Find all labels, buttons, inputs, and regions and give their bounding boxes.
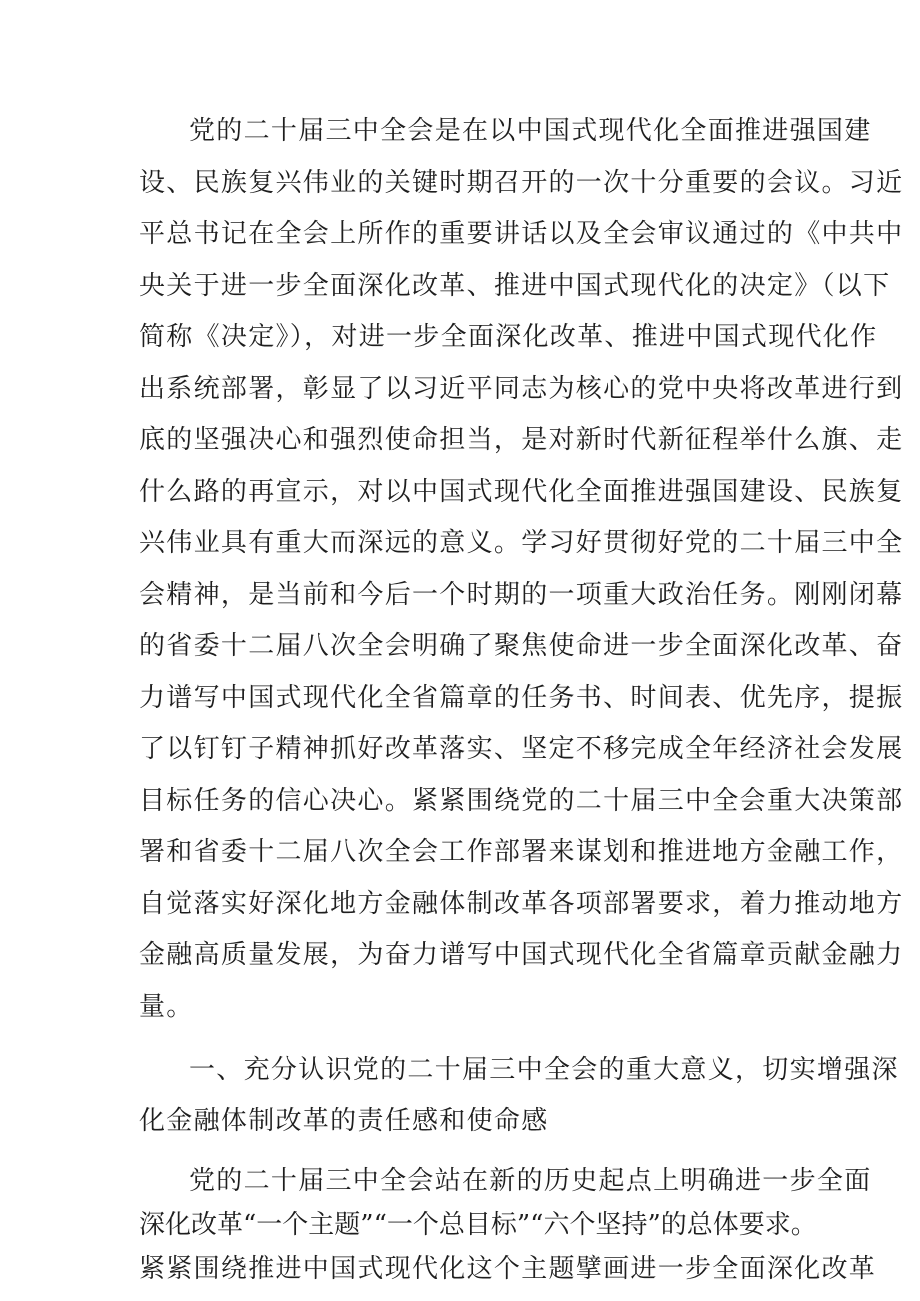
- section-heading-line-1: 一、充分认识党的二十届三中全会的重大意义，切实增强深: [189, 1055, 899, 1085]
- paragraph-2-line-1: 党的二十届三中全会站在新的历史起点上明确进一步全面: [189, 1166, 872, 1196]
- paragraph-1-line-5: 简称《决定》），对进一步全面深化改革、推进中国式现代化作: [139, 322, 878, 352]
- paragraph-1-line-3: 平总书记在全会上所作的重要讲话以及全会审议通过的《中共中: [139, 219, 904, 249]
- paragraph-1-line-16: 自觉落实好深化地方金融体制改革各项部署要求，着力推动地方: [139, 889, 904, 919]
- paragraph-1-line-6: 出系统部署，彰显了以习近平同志为核心的党中央将改革进行到: [139, 374, 904, 404]
- paragraph-1-line-11: 的省委十二届八次全会明确了聚焦使命进一步全面深化改革、奋: [139, 631, 904, 661]
- paragraph-1-line-10: 会精神，是当前和今后一个时期的一项重大政治任务。刚刚闭幕: [139, 580, 904, 610]
- paragraph-1-line-7: 底的坚强决心和强烈使命担当，是对新时代新征程举什么旗、走: [139, 425, 904, 455]
- paragraph-1-line-12: 力谱写中国式现代化全省篇章的任务书、时间表、优先序，提振: [139, 683, 904, 713]
- paragraph-1-line-2: 设、民族复兴伟业的关键时期召开的一次十分重要的会议。习近: [139, 168, 904, 198]
- paragraph-1-line-8: 什么路的再宣示，对以中国式现代化全面推进强国建设、民族复: [139, 477, 904, 507]
- paragraph-1-line-9: 兴伟业具有重大而深远的意义。学习好贯彻好党的二十届三中全: [139, 528, 904, 558]
- paragraph-1-line-14: 目标任务的信心决心。紧紧围绕党的二十届三中全会重大决策部: [139, 786, 904, 816]
- paragraph-1-line-15: 署和省委十二届八次全会工作部署来谋划和推进地方金融工作，: [139, 837, 904, 867]
- paragraph-1-line-17: 金融高质量发展，为奋力谱写中国式现代化全省篇章贡献金融力: [139, 940, 904, 970]
- paragraph-1-line-13: 了以钉钉子精神抓好改革落实、坚定不移完成全年经济社会发展: [139, 734, 904, 764]
- paragraph-2-line-3: 紧紧围绕推进中国式现代化这个主题擘画进一步全面深化改革: [139, 1254, 877, 1284]
- paragraph-1-line-4: 央关于进一步全面深化改革、推进中国式现代化的决定》（以下: [139, 271, 891, 301]
- paragraph-1-line-1: 党的二十届三中全会是在以中国式现代化全面推进强国建: [189, 116, 872, 146]
- paragraph-2-line-2: 深化改革“一个主题”“一个总目标”“六个坚持”的总体要求。: [139, 1210, 817, 1240]
- paragraph-1-line-18: 量。: [139, 992, 194, 1022]
- section-heading-line-2: 化金融体制改革的责任感和使命感: [139, 1106, 549, 1136]
